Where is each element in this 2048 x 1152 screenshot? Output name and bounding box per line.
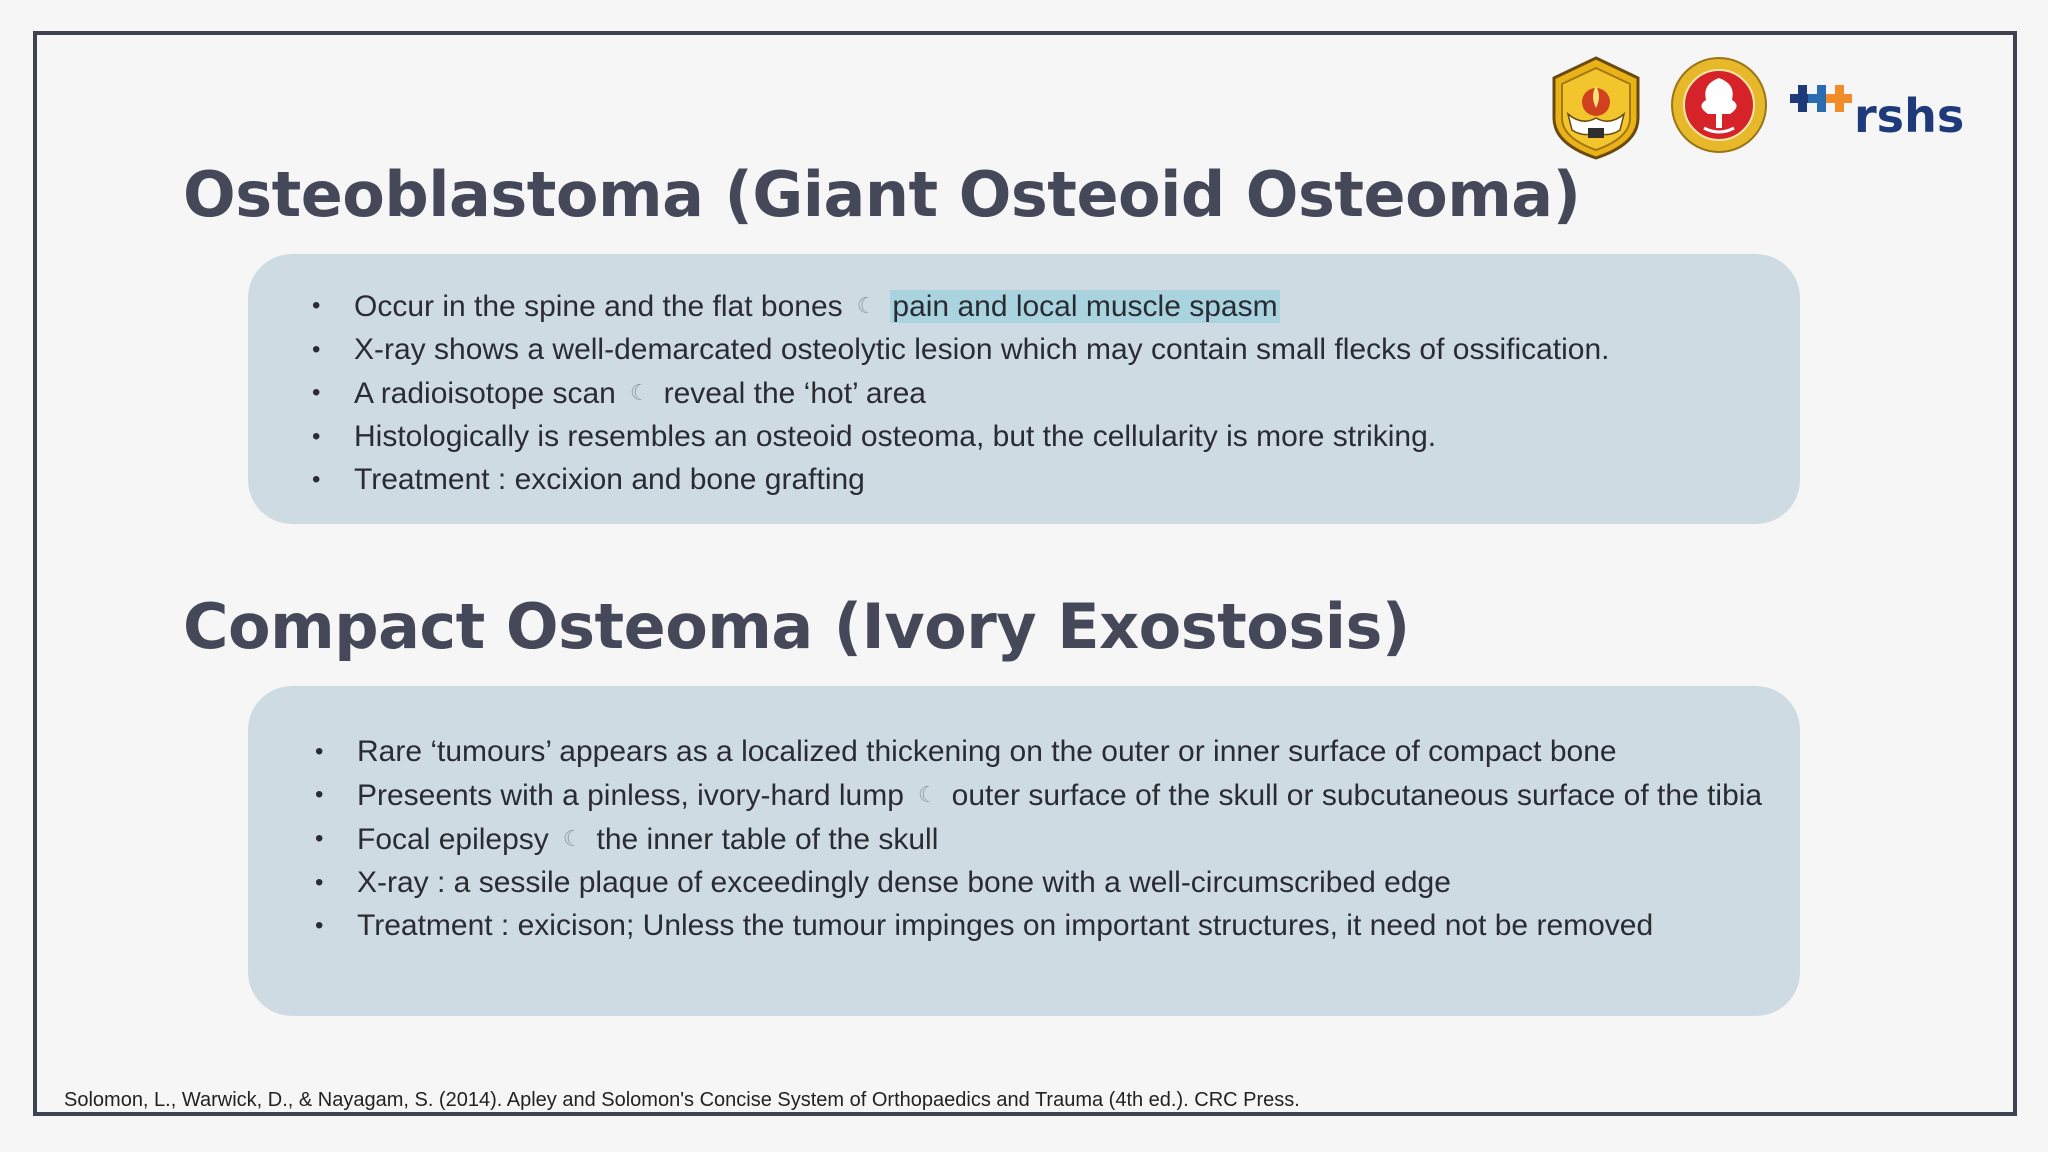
bullet-text: the inner table of the skull <box>596 823 939 856</box>
rshs-logo <box>1788 76 1984 146</box>
bullet-icon: • <box>315 912 324 939</box>
bullet-text: Histologically is resembles an osteoid osteoma, but the cellularity is more striking. <box>354 420 1437 453</box>
section1-title: Osteoblastoma (Giant Osteoid Osteoma) <box>183 158 1581 231</box>
bullet-item <box>312 415 1754 458</box>
highlighted-text: pain and local muscle spasm <box>892 290 1278 323</box>
bullet-text: Rare ‘tumours’ appears as a localized thickening on the outer or inner surface of compact bone <box>357 735 1617 768</box>
bullet-icon: • <box>312 292 321 319</box>
bullet-text: Treatment : excixion and bone grafting <box>354 463 865 496</box>
section1-content-box <box>248 254 1800 524</box>
bullet-item <box>312 371 1754 415</box>
arrow-icon: ☾ <box>856 293 877 318</box>
bullet-text: X-ray shows a well-demarcated osteolytic lesion which may contain small flecks of ossification. <box>354 333 1610 366</box>
bullet-text: Preseents with a pinless, ivory-hard lump <box>357 779 904 812</box>
bullet-text: X-ray : a sessile plaque of exceedingly dense bone with a well-circumscribed edge <box>357 866 1451 899</box>
arrow-icon: ☾ <box>629 380 650 405</box>
bullet-text: reveal the ‘hot’ area <box>663 377 926 410</box>
rshs-logo-text: rshs <box>1854 89 1965 143</box>
bullet-icon: • <box>312 423 321 450</box>
bullet-icon: • <box>312 466 321 493</box>
bullet-text: A radioisotope scan <box>354 377 616 410</box>
bullet-icon: • <box>315 869 324 896</box>
bullet-icon: • <box>312 336 321 363</box>
section1-bullet-list <box>312 284 1754 501</box>
bullet-icon: • <box>315 738 324 765</box>
bullet-text: outer surface of the skull or subcutaneous surface of the tibia <box>951 779 1763 812</box>
section2-content-box <box>248 686 1800 1016</box>
bullet-text: Treatment : exicison; Unless the tumour impinges on important structures, it need not be removed <box>357 909 1654 942</box>
bullet-icon: • <box>315 825 324 852</box>
bullet-icon: • <box>315 781 324 808</box>
section2-bullet-list <box>315 730 1767 947</box>
bullet-item <box>315 904 1767 947</box>
university-crest-icon <box>1546 56 1646 160</box>
bullet-text: Focal epilepsy <box>357 823 549 856</box>
bullet-item <box>315 861 1767 904</box>
bullet-text: Occur in the spine and the flat bones <box>354 290 843 323</box>
arrow-icon: ☾ <box>562 826 583 851</box>
logo-bar <box>1546 56 1986 160</box>
bullet-item <box>315 817 1767 861</box>
arrow-icon: ☾ <box>917 782 938 807</box>
bullet-item <box>312 458 1754 501</box>
citation-reference: Solomon, L., Warwick, D., & Nayagam, S. (2014). Apley and Solomon's Concise System of Orthopaedics and Trauma (4th ed.). CRC Press. <box>64 1089 1300 1111</box>
bullet-icon: • <box>312 379 321 406</box>
bullet-item <box>315 773 1767 817</box>
bullet-item <box>312 284 1754 328</box>
section2-title: Compact Osteoma (Ivory Exostosis) <box>183 590 1410 663</box>
faculty-seal-icon <box>1670 56 1768 154</box>
bullet-item <box>315 730 1767 773</box>
bullet-item <box>312 328 1754 371</box>
